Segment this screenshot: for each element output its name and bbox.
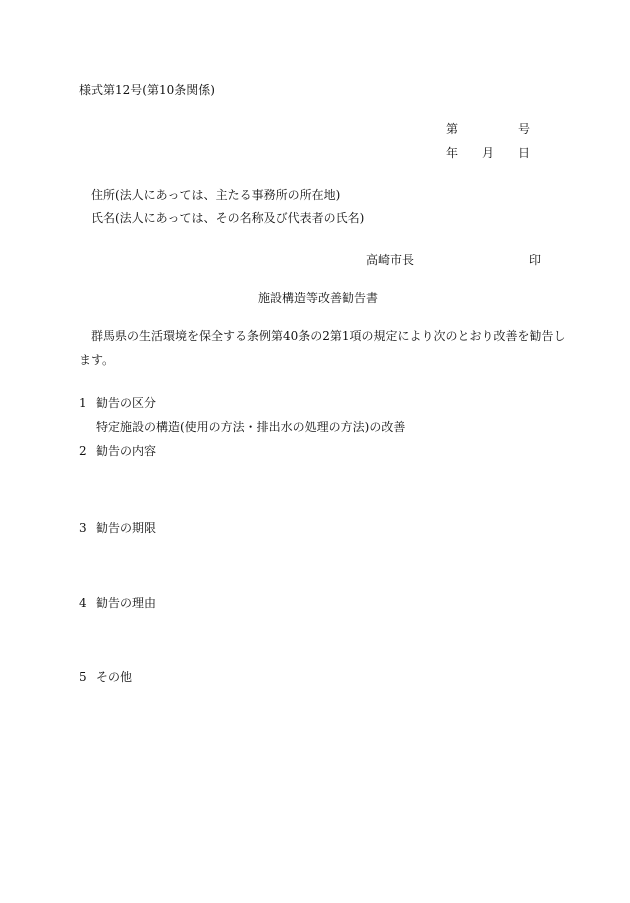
section-number: 2 bbox=[79, 444, 87, 458]
number-suffix: 号 bbox=[518, 122, 531, 136]
address-label: 住所(法人にあっては、主たる事務所の所在地) bbox=[91, 188, 341, 202]
section-label: 勧告の区分 bbox=[96, 396, 157, 410]
section-number: 5 bbox=[79, 670, 87, 684]
date-month: 月 bbox=[482, 146, 495, 160]
section-label: 勧告の理由 bbox=[96, 596, 157, 610]
document-title: 施設構造等改善勧告書 bbox=[258, 291, 379, 305]
section-number: 3 bbox=[79, 521, 87, 535]
section-number: 1 bbox=[79, 396, 87, 410]
name-label: 氏名(法人にあっては、その名称及び代表者の氏名) bbox=[91, 211, 365, 225]
body-text-line-2: ます。 bbox=[79, 353, 115, 367]
issuer-title: 高崎市長 bbox=[366, 253, 415, 267]
body-text-line-1-span: 群馬県の生活環境を保全する条例第40条の2第1項の規定により次のとおり改善を勧告し bbox=[91, 329, 566, 343]
section-number: 4 bbox=[79, 596, 87, 610]
section-label: 勧告の内容 bbox=[96, 444, 157, 458]
body-text-line-1 bbox=[91, 330, 566, 342]
section-label: 勧告の期限 bbox=[96, 521, 157, 535]
date-year: 年 bbox=[446, 146, 459, 160]
seal-mark: 印 bbox=[529, 253, 542, 267]
form-label: 様式第12号(第10条関係) bbox=[79, 83, 215, 97]
number-prefix: 第 bbox=[446, 122, 459, 136]
section-content: 特定施設の構造(使用の方法・排出水の処理の方法)の改善 bbox=[96, 420, 406, 434]
date-day: 日 bbox=[518, 146, 531, 160]
section-label: その他 bbox=[96, 670, 133, 684]
